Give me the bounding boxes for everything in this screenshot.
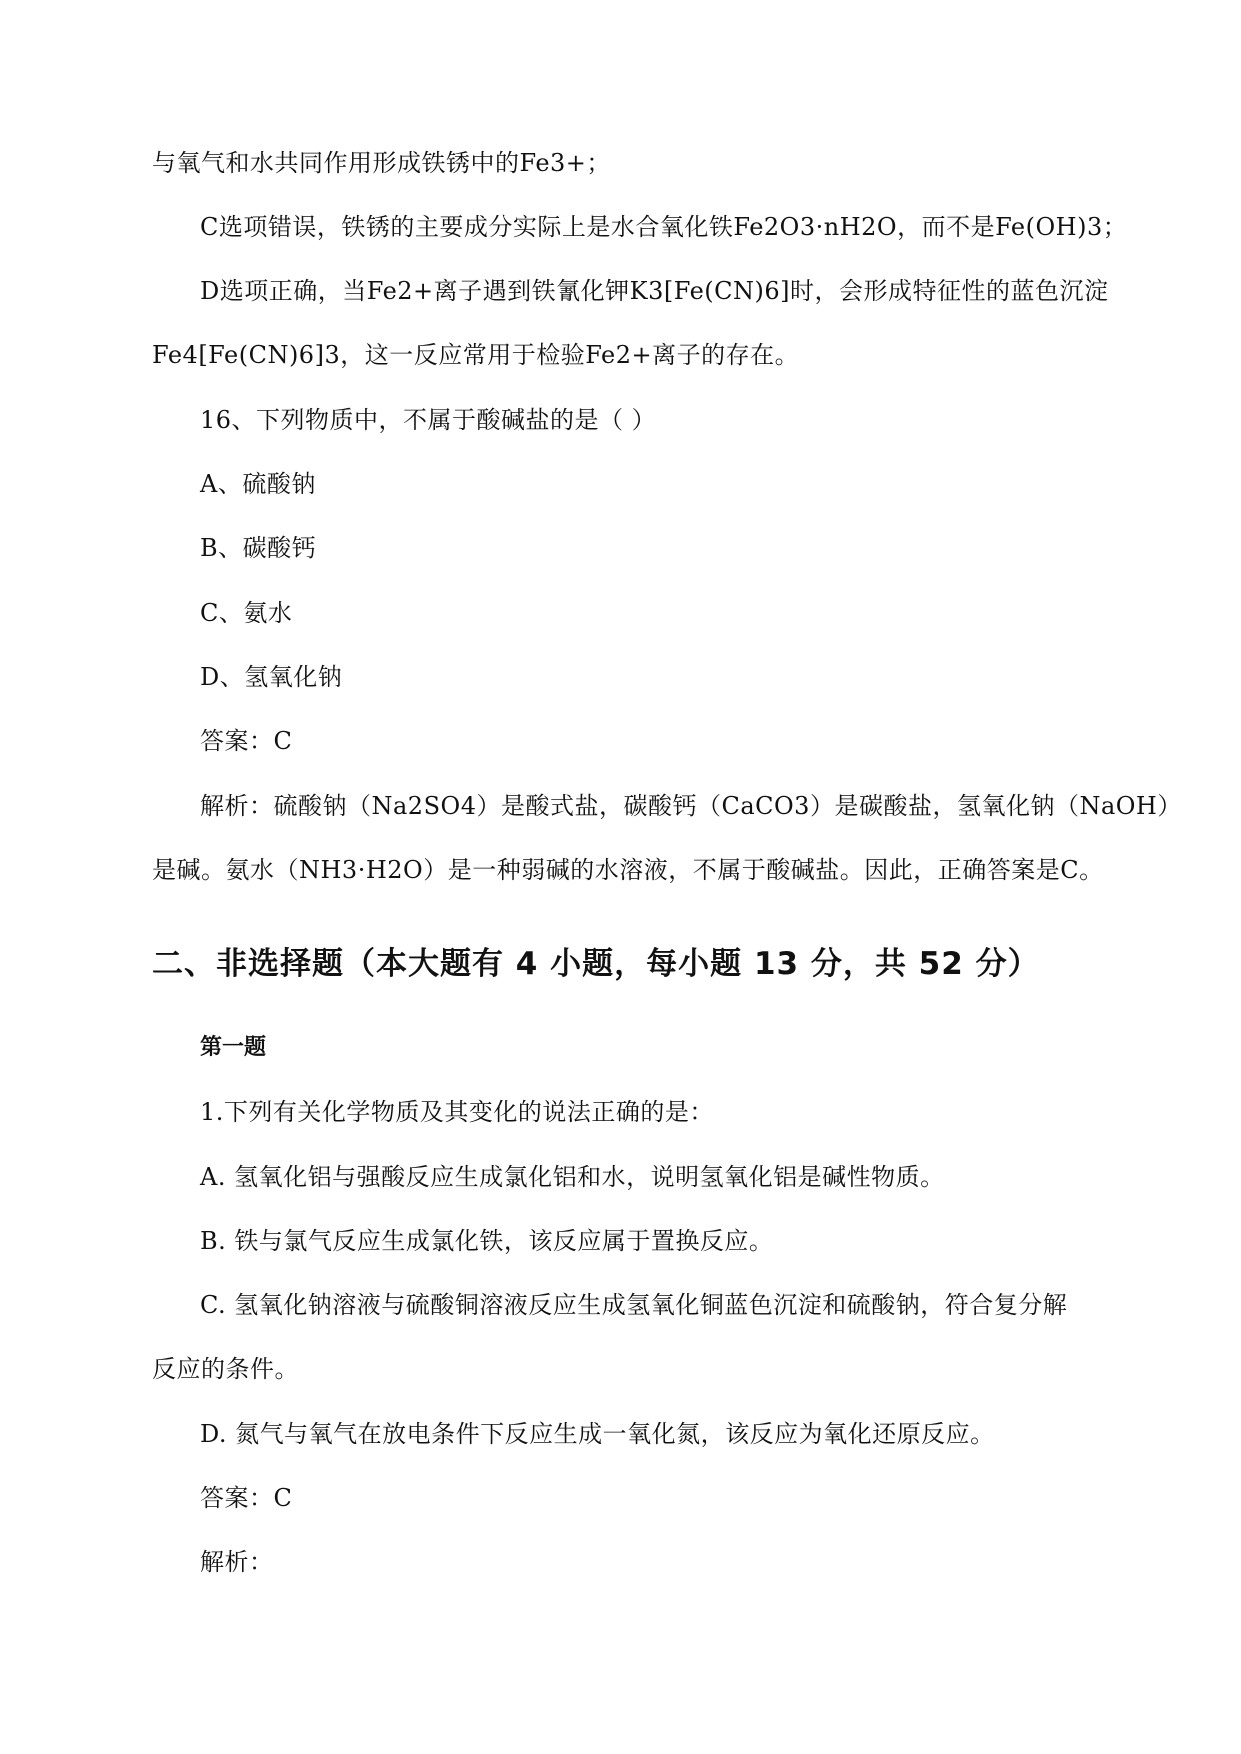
question-1-option-c-line1: C. 氢氧化钠溶液与硫酸铜溶液反应生成氢氧化铜蓝色沉淀和硫酸钠，符合复分解 (200, 1291, 1068, 1319)
question-16-option-c: C、氨水 (200, 599, 293, 627)
section-heading: 二、非选择题（本大题有 4 小题，每小题 13 分，共 52 分） (152, 946, 1040, 982)
question-1-option-d: D. 氮气与氧气在放电条件下反应生成一氧化氮，该反应为氧化还原反应。 (200, 1420, 995, 1448)
c-option-explanation: C选项错误，铁锈的主要成分实际上是水合氧化铁Fe2O3·nH2O，而不是Fe(OH)3； (200, 213, 1128, 241)
question-subheading: 第一题 (200, 1035, 267, 1060)
question-16-answer: 答案：C (200, 727, 293, 755)
question-1-option-c-line2: 反应的条件。 (152, 1355, 299, 1383)
question-16-analysis-line1: 解析：硫酸钠（Na2SO4）是酸式盐，碳酸钙（CaCO3）是碳酸盐，氢氧化钠（NaOH） (200, 792, 1182, 820)
question-16-option-b: B、碳酸钙 (200, 534, 317, 562)
b-option-explanation-tail: 与氧气和水共同作用形成铁锈中的Fe3+； (152, 149, 611, 177)
d-option-explanation-line1: D选项正确，当Fe2+离子遇到铁氰化钾K3[Fe(CN)6]时，会形成特征性的蓝色沉淀 (200, 277, 1109, 305)
question-1-option-a: A. 氢氧化铝与强酸反应生成氯化铝和水，说明氢氧化铝是碱性物质。 (200, 1163, 945, 1191)
question-16-option-d: D、氢氧化钠 (200, 663, 343, 691)
question-1-stem: 1.下列有关化学物质及其变化的说法正确的是： (200, 1098, 714, 1126)
d-option-explanation-line2: Fe4[Fe(CN)6]3，这一反应常用于检验Fe2+离子的存在。 (152, 341, 800, 369)
question-16-analysis-line2: 是碱。氨水（NH3·H2O）是一种弱碱的水溶液，不属于酸碱盐。因此，正确答案是C。 (152, 856, 1104, 884)
question-1-answer: 答案：C (200, 1484, 293, 1512)
question-1-option-b: B. 铁与氯气反应生成氯化铁，该反应属于置换反应。 (200, 1227, 774, 1255)
question-16-stem: 16、下列物质中，不属于酸碱盐的是（ ） (200, 406, 657, 434)
question-16-option-a: A、硫酸钠 (200, 470, 316, 498)
question-1-analysis-label: 解析： (200, 1548, 274, 1576)
